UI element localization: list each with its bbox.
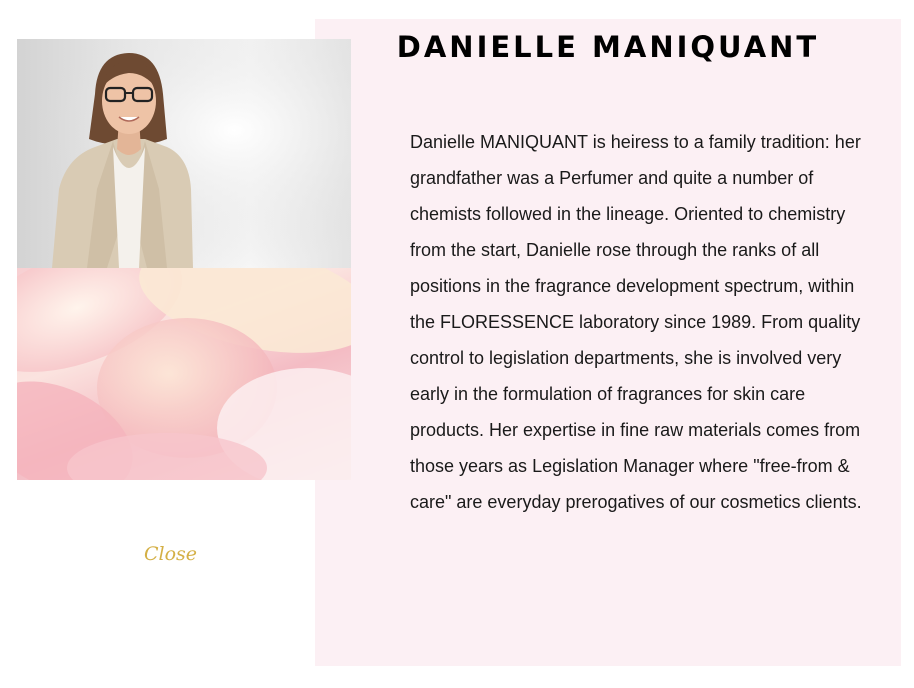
profile-name-title: DANIELLE MANIQUANT <box>396 30 820 64</box>
profile-bio-text: Danielle MANIQUANT is heiress to a family tradition: her grandfather was a Perfumer and quite a number of chemists followed in the lineage. Oriented to chemistry from the start, Danielle rose through the ranks of all positions in the fragrance development spectrum, within the FLORESSENCE laboratory since 1989. From quality control to legislation departments, she is involved very early in the formulation of fragrances for skin care products. Her expertise in fine raw materials comes from those years as Legislation Manager where "free-from & care" are everyday prerogatives of our cosmetics clients. <box>410 132 862 512</box>
close-button[interactable]: Close <box>144 543 198 565</box>
portrait-photo <box>17 39 351 268</box>
flower-image <box>17 268 351 480</box>
